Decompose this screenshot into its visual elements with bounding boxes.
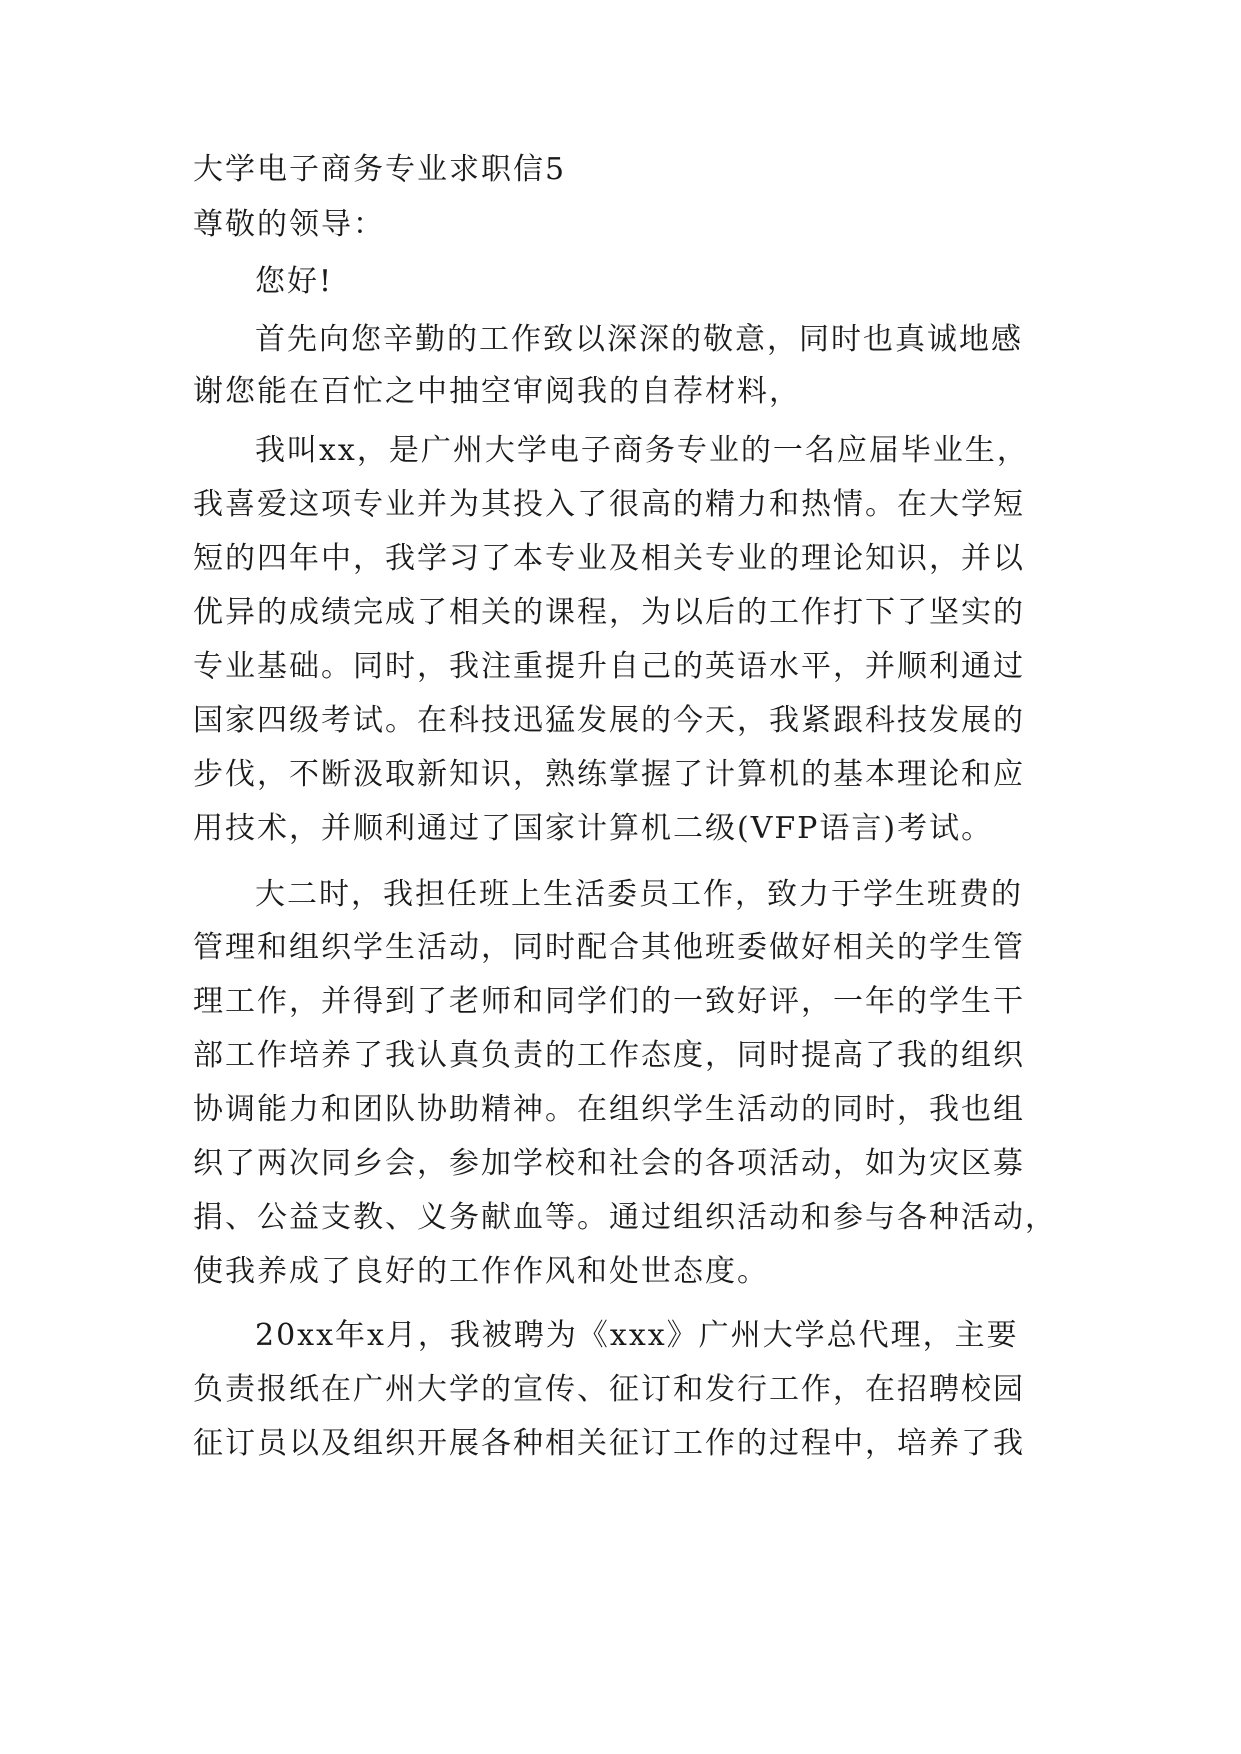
paragraph-line: 部工作培养了我认真负责的工作态度，同时提高了我的组织 <box>193 1038 1025 1073</box>
paragraph-line: 负责报纸在广州大学的宣传、征订和发行工作，在招聘校园 <box>193 1372 1025 1407</box>
paragraph-line: 我叫xx，是广州大学电子商务专业的一名应届毕业生， <box>255 433 1029 468</box>
paragraph-line: 协调能力和团队协助精神。在组织学生活动的同时，我也组 <box>193 1092 1025 1127</box>
paragraph-line: 管理和组织学生活动，同时配合其他班委做好相关的学生管 <box>193 930 1025 965</box>
paragraph-line: 大二时，我担任班上生活委员工作，致力于学生班费的 <box>255 877 1023 912</box>
paragraph-line: 短的四年中，我学习了本专业及相关专业的理论知识，并以 <box>193 541 1025 576</box>
paragraph-line: 国家四级考试。在科技迅猛发展的今天，我紧跟科技发展的 <box>193 703 1025 738</box>
paragraph-line: 谢您能在百忙之中抽空审阅我的自荐材料， <box>193 374 801 409</box>
paragraph-line: 理工作，并得到了老师和同学们的一致好评，一年的学生干 <box>193 984 1025 1019</box>
paragraph-line: 专业基础。同时，我注重提升自己的英语水平，并顺利通过 <box>193 649 1025 684</box>
paragraph-line: 捐、公益支教、义务献血等。通过组织活动和参与各种活动， <box>193 1200 1057 1235</box>
paragraph-line: 征订员以及组织开展各种相关征订工作的过程中，培养了我 <box>193 1426 1025 1461</box>
paragraph-line: 织了两次同乡会，参加学校和社会的各项活动，如为灾区募 <box>193 1146 1025 1181</box>
paragraph-line: 20xx年x月，我被聘为《xxx》广州大学总代理，主要 <box>255 1318 1019 1353</box>
paragraph-line: 我喜爱这项专业并为其投入了很高的精力和热情。在大学短 <box>193 487 1025 522</box>
paragraph-line: 首先向您辛勤的工作致以深深的敬意，同时也真诚地感 <box>255 322 1023 357</box>
document-title: 大学电子商务专业求职信5 <box>193 152 567 187</box>
paragraph-line: 使我养成了良好的工作作风和处世态度。 <box>193 1254 769 1289</box>
paragraph-line: 优异的成绩完成了相关的课程，为以后的工作打下了坚实的 <box>193 595 1025 630</box>
paragraph-line: 您好! <box>255 264 334 299</box>
paragraph-line: 用技术，并顺利通过了国家计算机二级(VFP语言)考试。 <box>193 811 994 846</box>
paragraph-line: 步伐，不断汲取新知识，熟练掌握了计算机的基本理论和应 <box>193 757 1025 792</box>
salutation: 尊敬的领导： <box>193 207 385 242</box>
